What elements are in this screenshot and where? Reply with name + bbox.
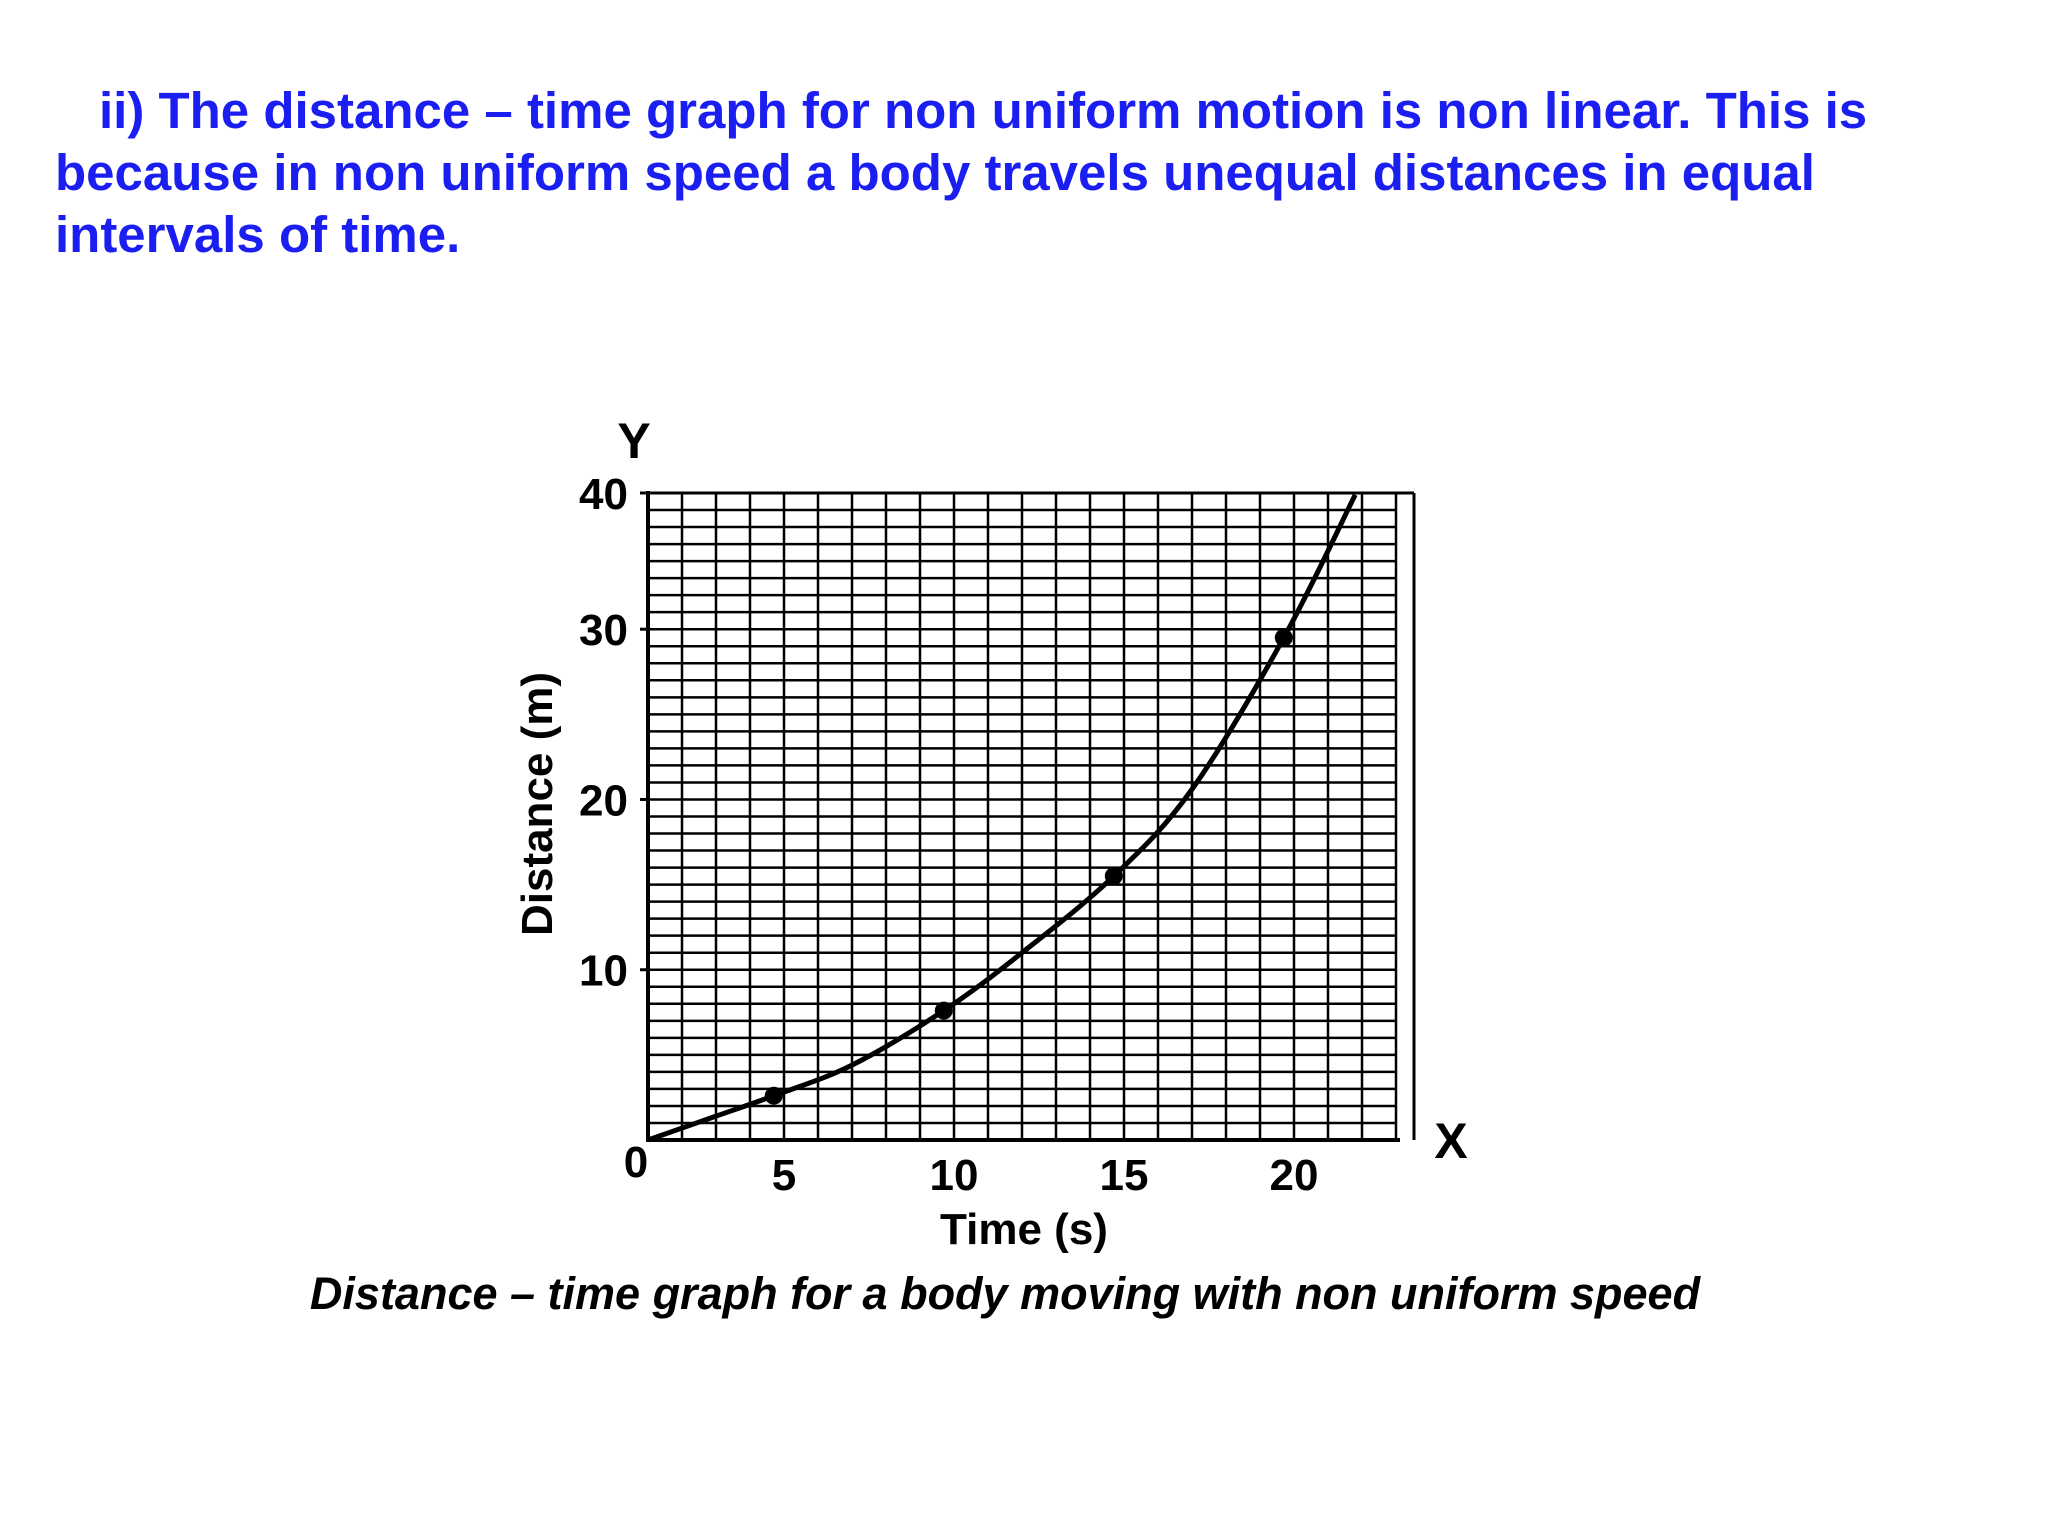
y-tick-label: 40 xyxy=(579,470,628,519)
data-point xyxy=(1105,867,1123,885)
x-axis-title: Time (s) xyxy=(940,1205,1108,1254)
minor-gridlines xyxy=(648,493,1396,1140)
x-axis-letter: X xyxy=(1434,1113,1468,1169)
origin-label: 0 xyxy=(623,1138,649,1187)
data-point xyxy=(935,1002,953,1020)
y-tick-label: 10 xyxy=(579,946,628,996)
x-tick-label: 5 xyxy=(771,1151,797,1200)
x-tick-label: 10 xyxy=(929,1151,979,1200)
y-axis-letter: Y xyxy=(617,413,651,469)
chart-caption: Distance – time graph for a body moving with non uniform speed xyxy=(309,1268,1701,1319)
y-tick-label: 20 xyxy=(579,776,628,826)
data-point xyxy=(1275,629,1293,647)
x-tick-labels xyxy=(772,1151,1319,1200)
y-tick-label: 30 xyxy=(579,606,628,656)
intro-text: ii) The distance – time graph for non uniform motion is non linear. This is because in non uniform speed a body travels unequal distances in equal intervals of time. xyxy=(55,82,1868,263)
x-tick-label: 20 xyxy=(1269,1151,1319,1200)
y-axis-title: Distance (m) xyxy=(513,671,562,937)
data-point xyxy=(765,1087,783,1105)
x-tick-label: 15 xyxy=(1099,1151,1149,1200)
y-tick-labels xyxy=(579,470,628,996)
